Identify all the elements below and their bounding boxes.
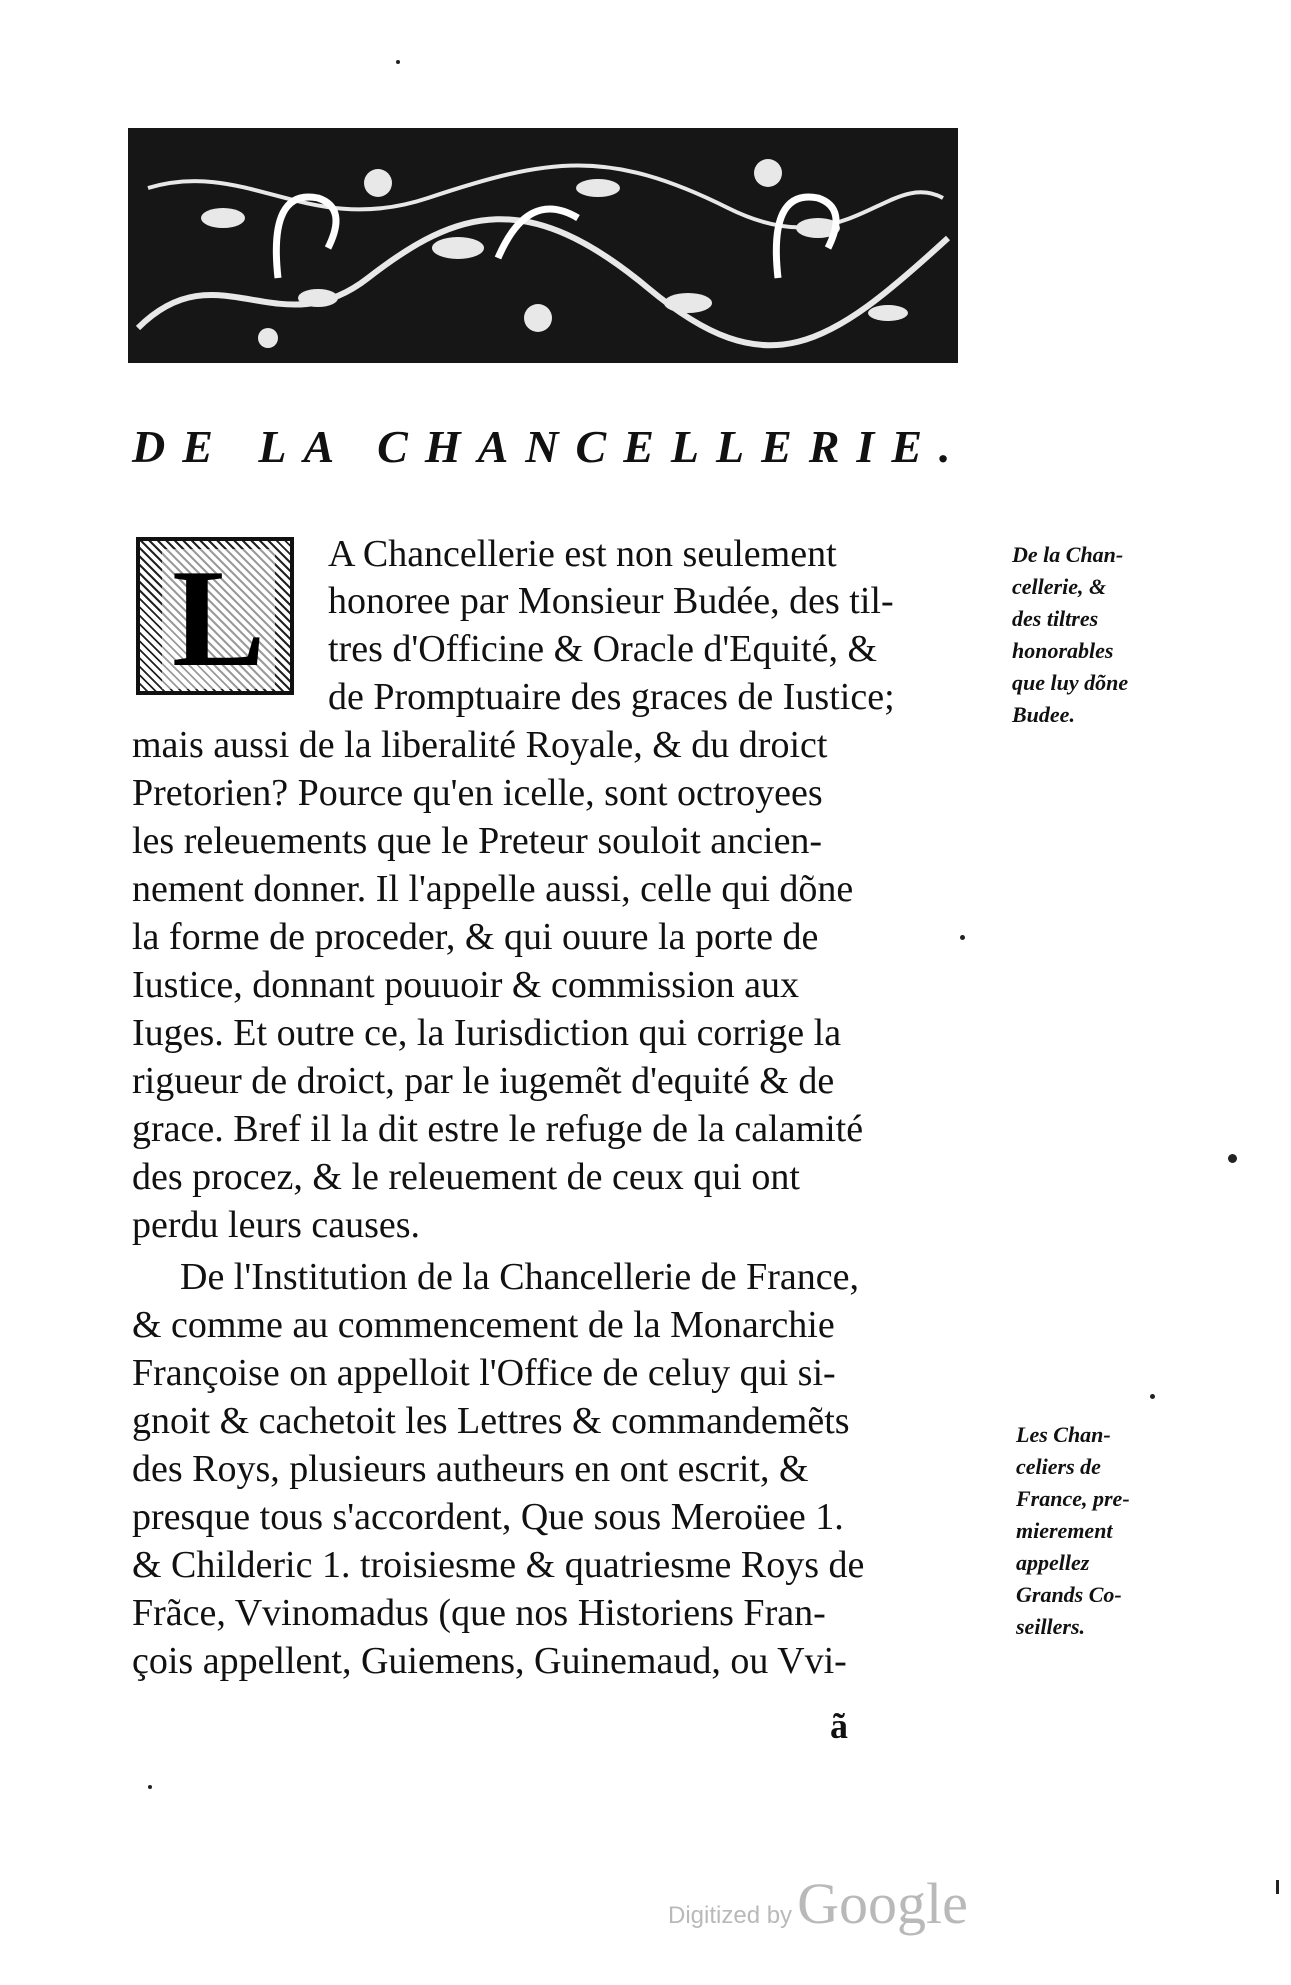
chapter-title: DE LA CHANCELLERIE. — [132, 421, 968, 472]
margin-note: seillers. — [1016, 1614, 1086, 1639]
digitized-watermark — [668, 1870, 968, 1937]
ink-speck — [1150, 1394, 1155, 1399]
text-line: & Childeric 1. troisiesme & quatriesme Roys de — [132, 1544, 865, 1586]
text-line: de Promptuaire des graces de Iustice; — [328, 676, 895, 718]
text-line: nement donner. Il l'appelle aussi, celle qui dõne — [132, 868, 854, 910]
ink-speck — [148, 1785, 152, 1789]
text-line: tres d'Officine & Oracle d'Equité, & — [328, 628, 878, 670]
text-line: & comme au commencement de la Monarchie — [132, 1304, 835, 1346]
text-line: presque tous s'accordent, Que sous Meroüee 1. — [132, 1496, 844, 1538]
ornamental-headpiece — [128, 128, 958, 363]
text-line: rigueur de droict, par le iugemẽt d'equité & de — [132, 1060, 835, 1102]
text-line: çois appellent, Guiemens, Guinemaud, ou Vvi- — [132, 1640, 847, 1682]
text-line: Pretorien? Pource qu'en icelle, sont octroyees — [132, 772, 823, 814]
text-line: A Chancellerie est non seulement — [328, 533, 837, 575]
text-line: les releuements que le Preteur souloit ancien- — [132, 820, 823, 862]
text-line: Frãce, Vvinomadus (que nos Historiens Fran- — [132, 1592, 826, 1634]
text-line: Iuges. Et outre ce, la Iurisdiction qui corrige la — [132, 1012, 842, 1054]
margin-note: mierement — [1016, 1518, 1113, 1543]
margin-note: Les Chan- — [1016, 1422, 1111, 1447]
margin-note: que luy dõne — [1012, 670, 1129, 695]
text-line: Iustice, donnant pouuoir & commission aux — [132, 964, 800, 1006]
margin-note: Grands Co- — [1016, 1582, 1122, 1607]
text-line: gnoit & cachetoit les Lettres & commandemẽts — [132, 1400, 850, 1442]
margin-note: des tiltres — [1012, 606, 1099, 631]
margin-note: cellerie, & — [1012, 574, 1107, 599]
text-line: des Roys, plusieurs autheurs en ont escrit, & — [132, 1448, 809, 1490]
margin-note: France, pre- — [1016, 1486, 1130, 1511]
text-line: honoree par Monsieur Budée, des til- — [328, 580, 894, 622]
signature-mark: ã — [830, 1706, 848, 1746]
margin-note: honorables — [1012, 638, 1114, 663]
watermark-logo-text: Google — [797, 1871, 968, 1936]
ink-speck — [960, 935, 965, 940]
margin-note: Budee. — [1012, 702, 1075, 727]
text-line: des procez, & le releuement de ceux qui ont — [132, 1156, 800, 1198]
ink-speck — [396, 60, 400, 64]
text-line: De l'Institution de la Chancellerie de France, — [180, 1256, 859, 1298]
decorated-initial — [136, 537, 294, 695]
text-line: perdu leurs causes. — [132, 1204, 421, 1246]
margin-note: De la Chan- — [1012, 542, 1124, 567]
text-line: mais aussi de la liberalité Royale, & du droict — [132, 724, 828, 766]
margin-note: appellez — [1016, 1550, 1090, 1575]
text-line: grace. Bref il la dit estre le refuge de la calamité — [132, 1108, 864, 1150]
edge-mark — [1276, 1880, 1279, 1894]
watermark-small-text: Digitized by — [668, 1902, 793, 1929]
text-line: la forme de proceder, & qui ouure la porte de — [132, 916, 819, 958]
text-line: Françoise on appelloit l'Office de celuy qui si- — [132, 1352, 836, 1394]
margin-note: celiers de — [1016, 1454, 1101, 1479]
initial-letter: L — [162, 549, 275, 689]
ink-speck — [1228, 1154, 1237, 1163]
